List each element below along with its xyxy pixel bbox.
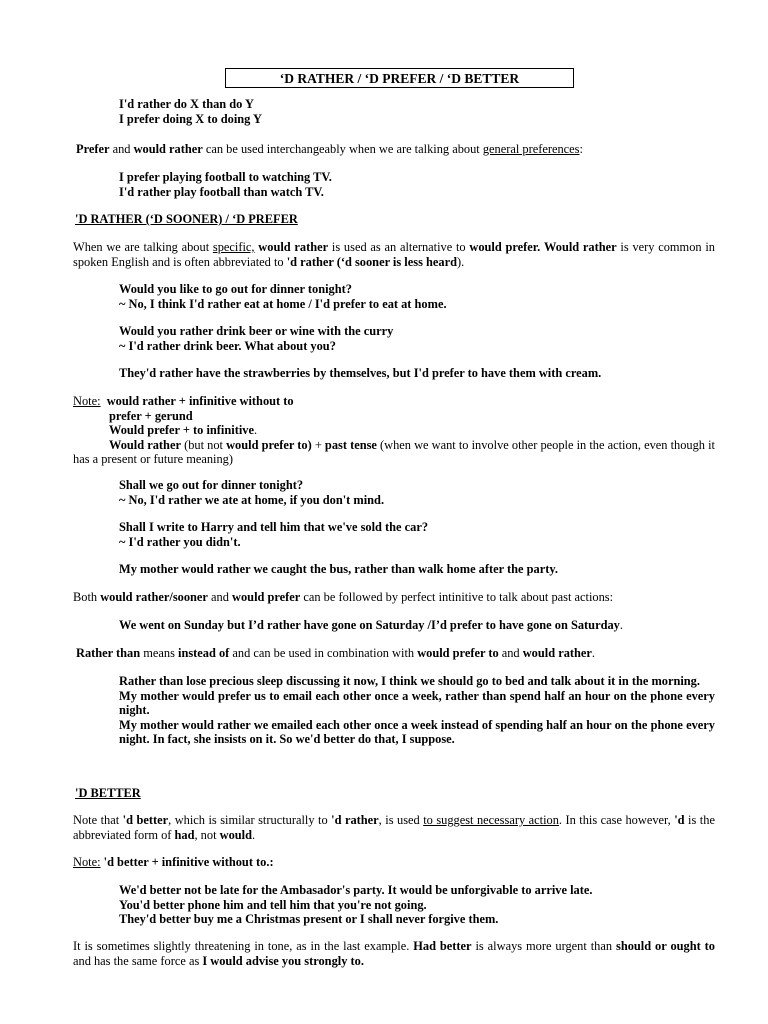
example-line: ~ I'd rather you didn't. [119,534,241,549]
text: (but not [180,437,227,452]
example-line: We'd better not be late for the Ambasador's party. It would be unforgivable to arrive late. [119,883,593,897]
example-line: ~ No, I'd rather we ate at home, if you don't mind. [119,492,385,507]
example-line: Would you like to go out for dinner tonight? [119,282,352,296]
text: . [252,827,256,842]
text: , is used [378,813,424,827]
term-d: 'd [674,813,685,827]
example-line: They'd better buy me a Christmas present or I shall never forgive them. [119,912,499,927]
term-had: had [174,827,195,842]
example-block-2 [119,282,714,311]
example-line: ~ No, I think I'd rather eat at home / I'd prefer to eat at home. [119,296,447,311]
text: and [498,646,523,660]
text: , which is similar structurally to [168,813,332,827]
text: . [591,646,596,660]
example-sentence: Rather than lose precious sleep discussing it now, I think we should go to bed and talk about it in the morning. [119,674,700,688]
text: means [140,646,178,660]
example-block-10 [119,883,714,927]
section-heading-d-better: 'D BETTER [75,786,141,800]
example-block-7: My mother would rather we caught the bus, rather than walk home after the party. [119,562,558,576]
text: and [109,142,134,156]
example-line: Shall we go out for dinner tonight? [119,478,304,492]
note-rule: past tense [324,437,377,452]
paragraph-had-better [73,939,715,968]
term-would-rather: would rather [522,646,592,660]
term-would: would [219,827,252,842]
term-necessary-action: to suggest necessary action [423,813,559,827]
note-rule: Would prefer + to infinitive [109,423,254,438]
term-would-rather: Would rather [544,240,617,254]
example-block-8 [119,618,714,633]
text: Both [73,590,101,604]
text: When we are talking about [73,240,213,254]
note-line [73,423,715,438]
intro-line-2: I prefer doing X to doing Y [119,111,262,126]
example-sentence: My mother would prefer us to email each other once a week, rather than spend half an hour on the phone every night. [119,688,715,718]
text: is very common in spoken English and is often abbreviated to [73,240,715,269]
term-advise-strongly: I would advise you strongly to. [202,953,364,968]
term-should-or-ought-to: should or ought to [616,939,715,953]
example-block-1 [119,170,714,199]
note-rule: would prefer to) [226,437,312,452]
term-would-rather: would rather [258,240,329,254]
paragraph-rather-than [76,646,718,661]
text: Note that [73,813,123,827]
example-line: Would you rather drink beer or wine with the curry [119,324,394,338]
text: , not [194,827,220,842]
example-line: I prefer playing football to watching TV. [119,170,332,184]
term-had-better: Had better [413,939,472,953]
text: and [207,590,233,604]
intro-rules [119,97,714,126]
term-would-prefer: would prefer [232,590,301,604]
text: ). [456,254,465,269]
text: and can be used in combination with [229,646,418,660]
example-line: Shall I write to Harry and tell him that we've sold the car? [119,520,429,534]
example-sentence: My mother would rather we emailed each other once a week instead of spending half an hour on the phone every night. In fact, she insists on it. So we'd better do that, I suppose. [119,717,715,747]
note-rule: prefer + gerund [109,408,193,423]
intro-line-1: I'd rather do X than do Y [119,97,254,111]
term-would-prefer-to: would prefer to [417,646,499,660]
term-general-preferences: general preferences [482,142,580,156]
note-label: Note: [73,855,101,869]
note-rule: would rather + infinitive without to [106,394,294,408]
example-line: We went on Sunday but I’d rather have gone on Saturday /I’d prefer to have gone on Saturday [119,618,620,632]
term-prefer: Prefer [76,142,110,156]
example-block-4: They'd rather have the strawberries by themselves, but I'd prefer to have them with cream. [119,366,602,380]
term-d-better: 'd better [122,813,169,827]
note-rule: Would rather [109,437,181,452]
note-block-2 [73,855,715,870]
example-block-9 [119,674,715,747]
note-line [73,438,715,467]
note-rule: 'd better + infinitive without to.: [100,855,274,869]
example-line: I'd rather play football than watch TV. [119,184,324,199]
text: (when we want to involve other people in the action, even though it has a present or future meaning) [73,437,715,467]
paragraph-specific [73,240,715,269]
example-block-5 [119,478,714,507]
term-rather-than: Rather than [76,646,141,660]
example-line: ~ I'd rather drink beer. What about you? [119,338,336,353]
term-instead-of: instead of [178,646,230,660]
text: can be used interchangeably when we are talking about [202,142,483,156]
term-d-rather: 'd rather (‘d sooner is less heard [286,254,457,269]
note-label: Note: [73,394,101,408]
text: is always more urgent than [471,939,616,953]
term-would-rather-sooner: would rather/sooner [100,590,208,604]
text: and has the same force as [73,953,203,968]
note-line [73,409,715,424]
term-specific: specific, [212,240,255,254]
text: . [253,423,258,438]
term-would-rather: would rather [133,142,203,156]
note-line [73,394,715,409]
paragraph-general-preferences [76,142,718,157]
example-block-3 [119,324,714,353]
text: + [311,437,325,452]
paragraph-d-better [73,813,715,842]
text: is used as an alternative to [328,240,470,254]
text: is the abbreviated form of [73,813,715,842]
text: It is sometimes slightly threatening in tone, as in the last example. [73,939,414,953]
example-block-6 [119,520,714,549]
paragraph-perfect-infinitive [73,590,715,605]
text: . [619,618,623,632]
text: can be followed by perfect intinitive to talk about past actions: [300,590,614,604]
example-line: You'd better phone him and tell him that you're not going. [119,897,427,912]
text: : [579,142,583,156]
text: . In this case however, [558,813,675,827]
page-title: ‘D RATHER / ‘D PREFER / ‘D BETTER [225,68,574,88]
section-heading-d-rather: 'D RATHER (‘D SOONER) / ‘D PREFER [75,212,298,226]
note-block-1 [73,394,715,467]
term-would-prefer: would prefer. [469,240,541,254]
term-d-rather: 'd rather [331,813,379,827]
